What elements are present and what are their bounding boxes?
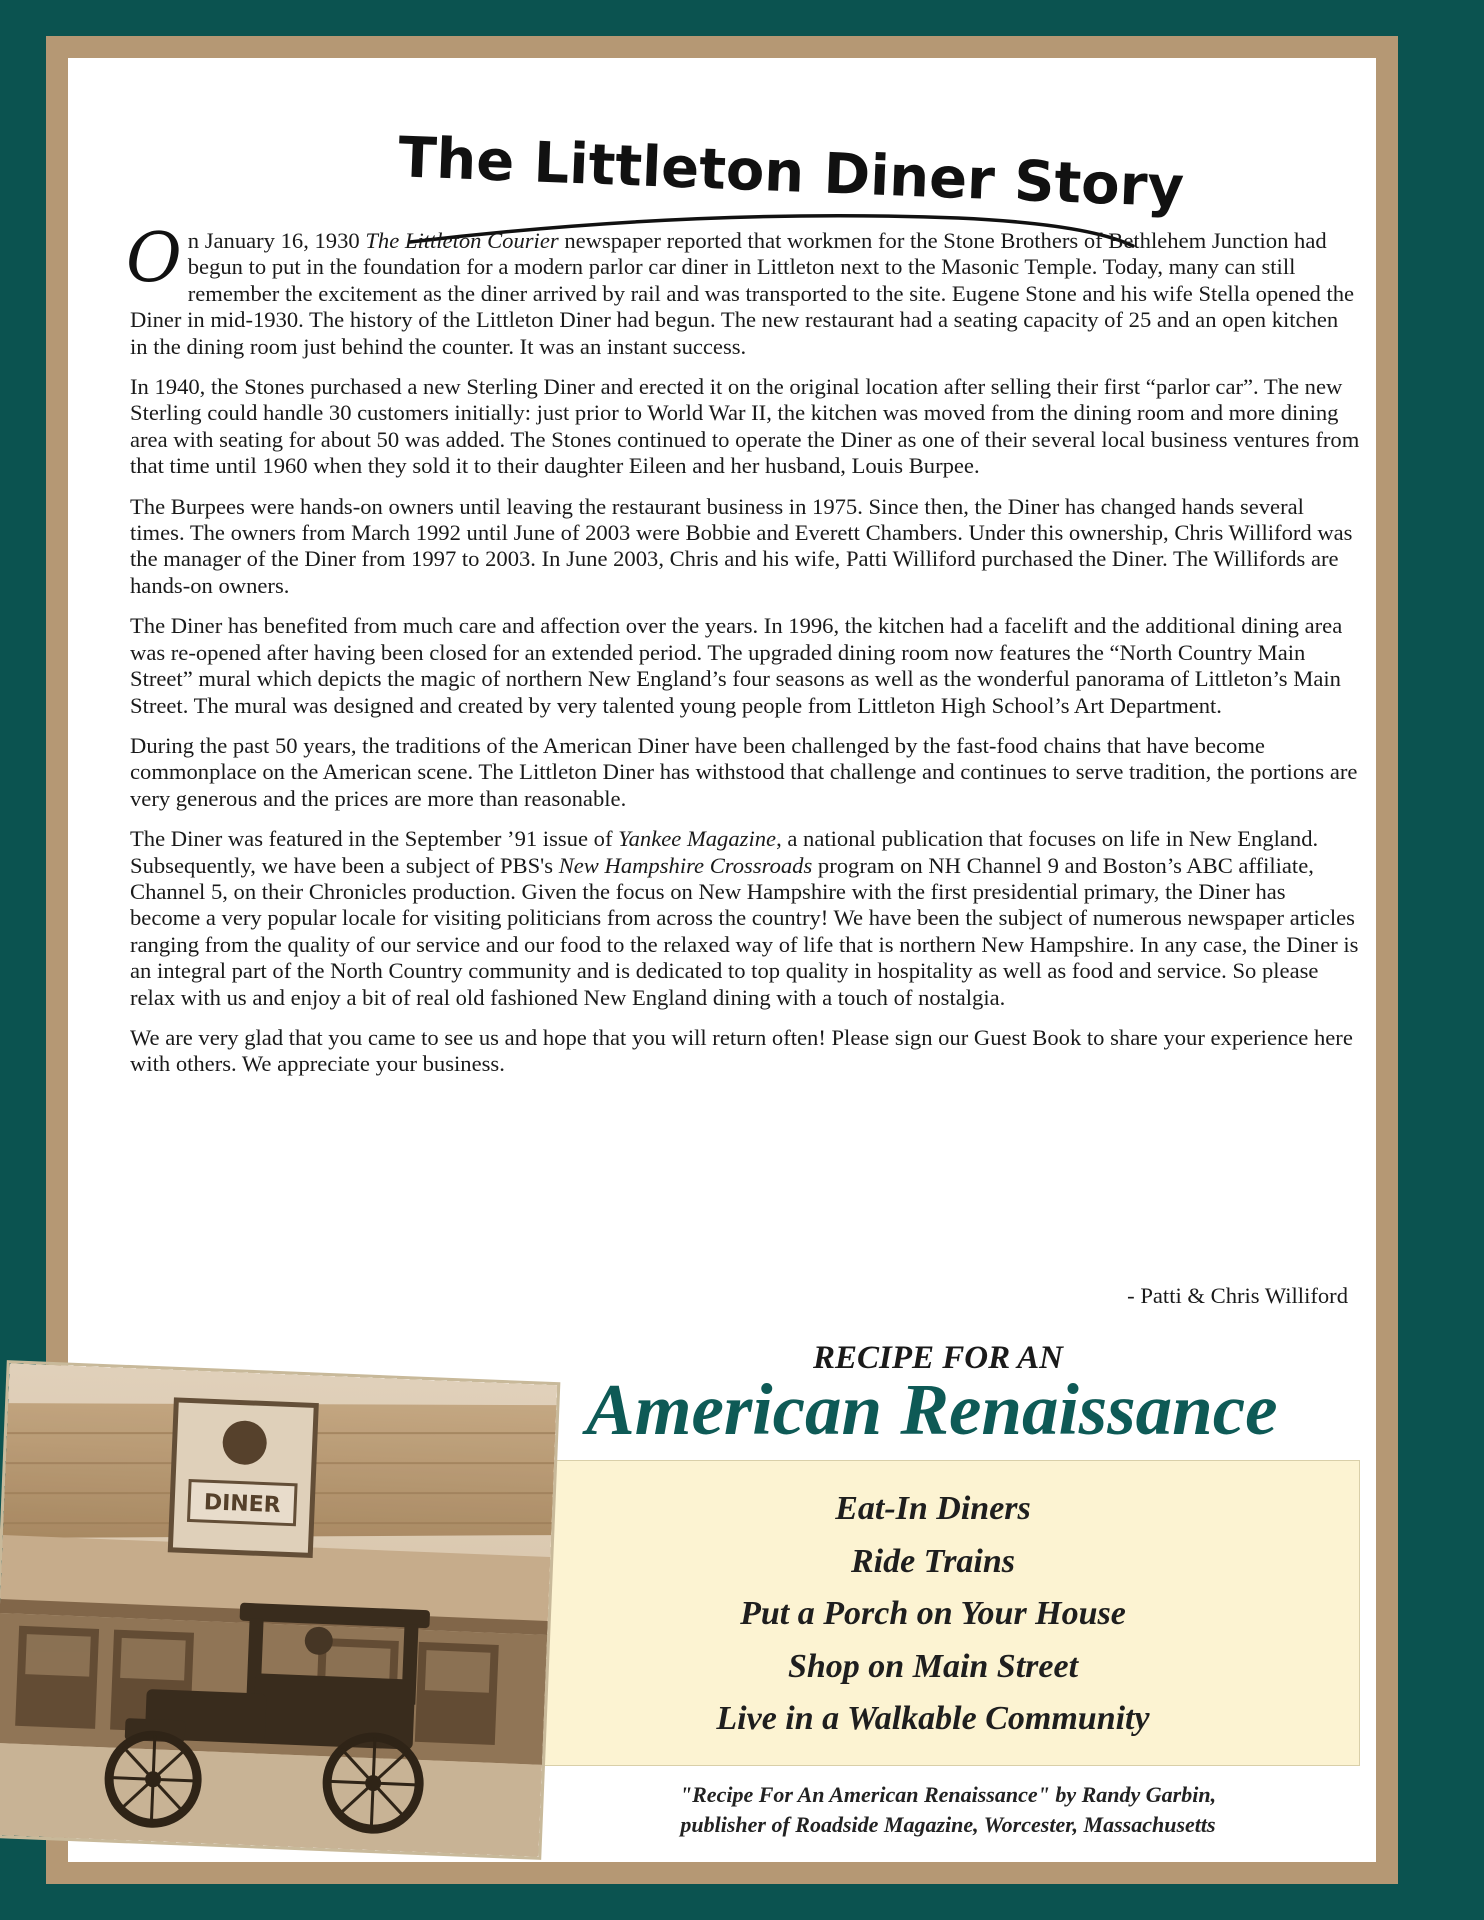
story-paragraph-6 — [130, 826, 1360, 1011]
story-p6-c: program on NH Channel 9 and Boston’s ABC affiliate, Channel 5, on their Chronicles production. Given the focus on New Hampshire with the first presidential primary, the Diner has become a very popular locale for visiting politicians from across the country! We have been the subject of numerous newspaper articles ranging from the quality of our service and our food to the relaxed way of life that is northern New Hampshire. In any case, the Diner is an integral part of the North Country community and is dedicated to top quality in hospitality as well as food and service. So please relax with us and enjoy a bit of real old fashioned New England dining with a touch of nostalgia. — [130, 852, 1359, 1010]
story-paragraph-5: During the past 50 years, the traditions of the American Diner have been challenged by the fast-food chains that have become commonplace on the American scene. The Littleton Diner has withstood that challenge and continues to serve tradition, the portions are very generous and the prices are more than reasonable. — [130, 732, 1358, 811]
signature: - Patti & Chris Williford — [1127, 1283, 1348, 1308]
credit-line-1: "Recipe For An American Renaissance" by Randy Garbin, — [679, 1782, 1217, 1807]
story-paragraph-3: The Burpees were hands-on owners until leaving the restaurant business in 1975. Since then, the Diner has changed hands several times. The owners from March 1992 until June of 2003 were Bobbie and Everett Chambers. Under this ownership, Chris Williford was the manager of the Diner from 1997 to 2003. In June 2003, Chris and his wife, Patti Williford purchased the Diner. The Willifords are hands-on owners. — [130, 493, 1353, 598]
recipe-kicker: RECIPE FOR AN — [812, 1340, 1063, 1376]
story-paragraph-7: We are very glad that you came to see us and hope that you will return often! Please sign our Guest Book to share your experience here with others. We appreciate your business. — [130, 1024, 1353, 1077]
program-name: New Hampshire Crossroads — [558, 852, 813, 878]
magazine-name: Yankee Magazine — [618, 826, 777, 852]
recipe-credit — [538, 1780, 1358, 1840]
story-p1-lead: n January 16, 1930 — [187, 228, 366, 253]
drop-cap: O — [126, 219, 182, 298]
recipe-list — [507, 1483, 1359, 1746]
recipe-box — [506, 1460, 1360, 1766]
story-p1-rest: newspaper reported that workmen for the Stone Brothers of Bethlehem Junction had begun to put in the foundation for a modern parlor car diner in Littleton next to the Masonic Temple. Today, many can still remember the excitement as the diner arrived by rail and was transported to the site. Eugene Stone and his wife Stella opened the Diner in mid-1930. The history of the Littleton Diner had begun. The new restaurant had a seating capacity of 25 and an open kitchen in the dining room just behind the counter. It was an instant success. — [130, 228, 1355, 359]
story-body — [126, 219, 1360, 1092]
recipe-item: Eat-In Diners — [835, 1490, 1031, 1527]
recipe-item: Shop on Main Street — [787, 1647, 1079, 1685]
photo-illustration — [0, 1363, 557, 1857]
recipe-item: Put a Porch on Your House — [740, 1595, 1126, 1632]
recipe-item: Live in a Walkable Community — [716, 1700, 1150, 1737]
story-p6-b: , a national publication that focuses on life in New England. Subsequently, we have been a subject of PBS's — [130, 826, 1319, 878]
page-title: The Littleton Diner Story — [397, 125, 1186, 221]
recipe-title: American Renaissance — [586, 1369, 1278, 1450]
vintage-diner-photo — [0, 1363, 557, 1857]
photo-sign-text: DINER — [203, 1490, 282, 1519]
recipe-item: Ride Trains — [850, 1542, 1016, 1580]
story-paragraph-1 — [126, 219, 1360, 360]
story-paragraph-2: In 1940, the Stones purchased a new Sterling Diner and erected it on the original location after selling their first “parlor car”. The new Sterling could handle 30 customers initially: just prior to World War II, the kitchen was moved from the dining room and more dining area with seating for about 50 was added. The Stones continued to operate the Diner as one of their several local business ventures from that time until 1960 when they sold it to their daughter Eileen and her husband, Louis Burpee. — [130, 374, 1360, 479]
credit-line-2: publisher of Roadside Magazine, Worcester, Massachusetts — [680, 1812, 1216, 1837]
story-p6-a: The Diner was featured in the September ’91 issue of — [130, 826, 619, 852]
newspaper-name: The Littleton Courier — [365, 228, 559, 253]
story-paragraph-4: The Diner has benefited from much care and affection over the years. In 1996, the kitchen had a facelift and the additional dining area was re-opened after having been closed for an extended period. The upgraded dining room now features the “North Country Main Street” mural which depicts the magic of northern New England’s four seasons as well as the wonderful panorama of Littleton’s Main Street. The mural was designed and created by very talented young people from Littleton High School’s Art Department. — [130, 613, 1343, 718]
